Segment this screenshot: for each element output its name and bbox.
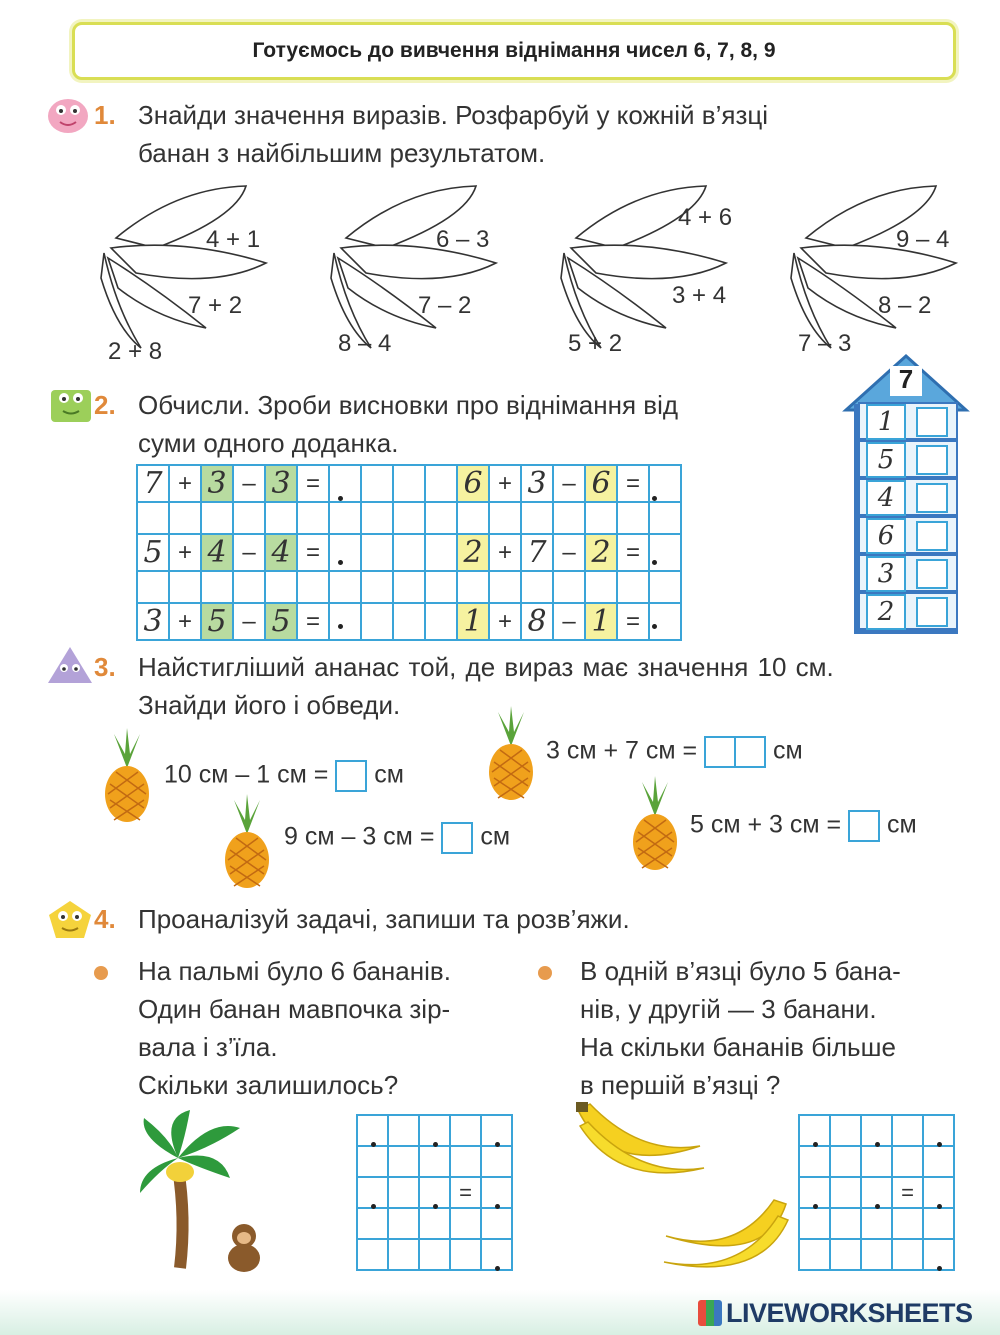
solution-grid-2[interactable] [798, 1114, 955, 1271]
grid-cell: 7 [521, 534, 553, 571]
bullet-icon [538, 966, 552, 980]
task4-line: Проаналізуй задачі, запиши та розв’яжи. [138, 904, 630, 934]
grid-cell[interactable] [481, 1208, 512, 1239]
grid-cell: + [169, 603, 201, 640]
grid-cell [329, 571, 361, 603]
grid-cell[interactable] [830, 1239, 861, 1270]
pineapple-icon[interactable] [484, 706, 538, 802]
grid-cell: 6 [457, 465, 489, 502]
expr-3-1: 4 + 6 [678, 204, 733, 231]
purple-triangle-smiley-icon [46, 644, 94, 686]
house-digit: 2 [866, 594, 906, 630]
grid-cell [425, 603, 457, 640]
house-digit: 6 [866, 518, 906, 554]
title-box [72, 22, 956, 80]
task1-line1: Знайди значення виразів. Розфарбуй у кожній в’язці [138, 100, 769, 130]
grid-cell: 3 [137, 603, 169, 640]
problem-1-line: На пальмі було 6 бананів. [138, 956, 451, 986]
answer-cell[interactable] [649, 603, 681, 640]
expr-2-3: 8 – 4 [338, 330, 392, 357]
watermark: LIVEWORKSHEETS [726, 1298, 973, 1328]
grid-cell [233, 571, 265, 603]
grid-cell [201, 502, 233, 534]
expr-unit: см [773, 736, 803, 765]
task3-number: 3. [94, 652, 116, 682]
grid-cell[interactable] [830, 1146, 861, 1177]
table-row [357, 1239, 512, 1270]
grid-cell [393, 534, 425, 571]
grid-dot [813, 1204, 818, 1209]
grid-cell[interactable] [799, 1208, 830, 1239]
grid-cell [169, 502, 201, 534]
grid-dot [433, 1204, 438, 1209]
house-row [858, 516, 958, 554]
task2-grid [136, 464, 682, 641]
expr-4-1: 9 – 4 [896, 226, 950, 253]
liveworksheets-logo-icon [698, 1300, 722, 1326]
answer-box[interactable] [734, 736, 766, 768]
answer-cell[interactable] [329, 603, 361, 640]
grid-cell[interactable] [923, 1208, 954, 1239]
table-row [799, 1146, 954, 1177]
grid-cell: – [553, 465, 585, 502]
grid-cell[interactable] [799, 1146, 830, 1177]
task3-expr-1 [164, 760, 404, 792]
answer-cell[interactable] [649, 534, 681, 571]
grid-cell [297, 571, 329, 603]
pink-smiley-icon [46, 94, 92, 134]
grid-cell [553, 502, 585, 534]
grid-cell[interactable] [892, 1208, 923, 1239]
grid-cell [553, 571, 585, 603]
grid-cell [137, 502, 169, 534]
task3-expr-4 [690, 810, 917, 842]
grid-cell: = [617, 534, 649, 571]
answer-cell[interactable] [329, 465, 361, 502]
expr-unit: см [374, 760, 404, 789]
house-answer-box[interactable] [916, 483, 948, 513]
answer-box[interactable] [848, 810, 880, 842]
task1-line2: банан з найбільшим результатом. [138, 138, 546, 168]
bullet-icon [94, 966, 108, 980]
grid-cell: 7 [137, 465, 169, 502]
grid-dot [338, 624, 343, 629]
yellow-pentagon-smiley-icon [46, 898, 94, 940]
grid-cell[interactable] [481, 1146, 512, 1177]
grid-cell[interactable] [388, 1208, 419, 1239]
problem-2 [580, 952, 901, 1104]
grid-cell[interactable] [450, 1208, 481, 1239]
task2-number: 2. [94, 390, 116, 420]
grid-cell[interactable] [388, 1146, 419, 1177]
banana-icon [656, 1196, 796, 1286]
house-digit: 3 [866, 556, 906, 592]
grid-cell: + [169, 465, 201, 502]
table-row [137, 502, 681, 534]
grid-cell: 4 [201, 534, 233, 571]
grid-cell: + [489, 534, 521, 571]
grid-cell: = [450, 1177, 481, 1208]
grid-dot [652, 560, 657, 565]
house-answer-box[interactable] [916, 559, 948, 589]
banana-bunch-4[interactable] [786, 178, 976, 368]
house-row [858, 554, 958, 592]
grid-cell [233, 502, 265, 534]
answer-cell[interactable] [329, 534, 361, 571]
expr-2-1: 6 – 3 [436, 226, 490, 253]
pineapple-icon[interactable] [220, 794, 274, 890]
grid-cell[interactable] [892, 1239, 923, 1270]
grid-cell [393, 603, 425, 640]
task1-number: 1. [94, 100, 116, 130]
answer-box[interactable] [441, 822, 473, 854]
table-row [137, 534, 681, 571]
task4-number: 4. [94, 904, 116, 934]
grid-dot [937, 1142, 942, 1147]
grid-dot [338, 496, 343, 501]
task3-line1: Найстигліший ананас той, де вираз має значення 10 см. [138, 652, 834, 682]
grid-cell [265, 571, 297, 603]
banana-bunch-3[interactable] [556, 178, 746, 368]
grid-dot [371, 1142, 376, 1147]
grid-cell: = [297, 465, 329, 502]
grid-cell [425, 502, 457, 534]
grid-cell: = [617, 603, 649, 640]
problem-2-line: в першій в’язці ? [580, 1070, 781, 1100]
grid-cell: + [489, 603, 521, 640]
grid-dot [338, 560, 343, 565]
banana-bunch-2[interactable] [326, 178, 516, 368]
grid-cell [649, 571, 681, 603]
grid-cell [393, 465, 425, 502]
grid-cell[interactable] [830, 1115, 861, 1146]
grid-cell [137, 571, 169, 603]
grid-dot [937, 1266, 942, 1271]
grid-cell [297, 502, 329, 534]
house-digit: 5 [866, 442, 906, 478]
grid-dot [875, 1204, 880, 1209]
grid-cell: 2 [585, 534, 617, 571]
problem-1-line: Скільки залишилось? [138, 1070, 399, 1100]
grid-cell[interactable] [388, 1177, 419, 1208]
grid-cell[interactable] [830, 1177, 861, 1208]
grid-cell [457, 502, 489, 534]
grid-cell [649, 502, 681, 534]
grid-cell [425, 571, 457, 603]
grid-cell: 1 [457, 603, 489, 640]
grid-cell[interactable] [357, 1208, 388, 1239]
grid-cell [393, 502, 425, 534]
grid-cell: – [233, 603, 265, 640]
grid-cell [585, 571, 617, 603]
grid-cell: 5 [201, 603, 233, 640]
grid-cell[interactable] [357, 1239, 388, 1270]
grid-cell: 5 [137, 534, 169, 571]
task2-line2: суми одного доданка. [138, 428, 399, 458]
expr-3-2: 3 + 4 [672, 282, 727, 309]
house-digit: 1 [866, 404, 906, 440]
grid-cell[interactable] [892, 1115, 923, 1146]
house-row [858, 440, 958, 478]
grid-cell: = [297, 603, 329, 640]
grid-cell[interactable] [419, 1208, 450, 1239]
grid-cell: = [617, 465, 649, 502]
grid-cell[interactable] [923, 1146, 954, 1177]
answer-cell[interactable] [361, 534, 393, 571]
expr-left: 9 см – 3 см = [284, 822, 435, 851]
grid-cell: 1 [585, 603, 617, 640]
grid-dot [937, 1204, 942, 1209]
grid-dot [495, 1142, 500, 1147]
expr-unit: см [887, 810, 917, 839]
grid-cell [329, 502, 361, 534]
banana-icon [570, 1096, 710, 1186]
grid-cell: – [233, 465, 265, 502]
grid-cell: 3 [265, 465, 297, 502]
grid-dot [813, 1142, 818, 1147]
grid-cell [425, 465, 457, 502]
grid-cell[interactable] [861, 1146, 892, 1177]
pineapple-icon[interactable] [628, 776, 682, 872]
grid-cell[interactable] [388, 1115, 419, 1146]
table-row [799, 1239, 954, 1270]
grid-dot [371, 1204, 376, 1209]
grid-cell[interactable] [450, 1146, 481, 1177]
grid-cell [489, 502, 521, 534]
table-row [799, 1208, 954, 1239]
task3-line2: Знайди його і обведи. [138, 690, 401, 720]
expr-left: 3 см + 7 см = [546, 736, 698, 765]
grid-cell[interactable] [450, 1239, 481, 1270]
task2-line1: Обчисли. Зроби висновки про віднімання від [138, 390, 679, 420]
grid-cell [265, 502, 297, 534]
house-digit: 4 [866, 480, 906, 516]
problem-2-line: На скільки бананів більше [580, 1032, 896, 1062]
expr-left: 5 см + 3 см = [690, 810, 842, 839]
table-row [357, 1146, 512, 1177]
solution-grid-1[interactable] [356, 1114, 513, 1271]
grid-cell[interactable] [357, 1146, 388, 1177]
table-row [137, 571, 681, 603]
grid-cell: 6 [585, 465, 617, 502]
grid-cell[interactable] [861, 1208, 892, 1239]
grid-cell[interactable] [799, 1239, 830, 1270]
expr-unit: см [480, 822, 511, 851]
problem-2-line: В одній в’язці було 5 бана- [580, 956, 901, 986]
banana-bunch-1[interactable] [96, 178, 286, 368]
expr-2-2: 7 – 2 [418, 292, 472, 319]
house-answer-box[interactable] [916, 445, 948, 475]
house-roof-number: 7 [898, 364, 914, 394]
expr-3-3: 5 + 2 [568, 330, 623, 357]
expr-1-1: 4 + 1 [206, 226, 261, 253]
grid-cell [361, 571, 393, 603]
grid-cell [489, 571, 521, 603]
grid-cell: = [297, 534, 329, 571]
palm-tree-icon [140, 1108, 280, 1278]
grid-dot [495, 1204, 500, 1209]
grid-cell[interactable] [450, 1115, 481, 1146]
grid-cell [521, 571, 553, 603]
pineapple-icon[interactable] [100, 728, 154, 824]
table-row [137, 603, 681, 640]
house-answer-box[interactable] [916, 407, 948, 437]
grid-cell[interactable] [830, 1208, 861, 1239]
problem-1 [138, 952, 451, 1104]
problem-1-line: Один банан мавпочка зір- [138, 994, 451, 1024]
grid-cell [617, 571, 649, 603]
grid-cell: = [892, 1177, 923, 1208]
grid-cell: – [553, 534, 585, 571]
grid-cell: – [233, 534, 265, 571]
table-row [357, 1208, 512, 1239]
grid-dot [495, 1266, 500, 1271]
answer-cell[interactable] [361, 465, 393, 502]
grid-cell: – [553, 603, 585, 640]
grid-cell [521, 502, 553, 534]
expr-4-3: 7 – 3 [798, 330, 852, 357]
task3-expr-3 [284, 822, 510, 854]
grid-cell [617, 502, 649, 534]
grid-cell: 8 [521, 603, 553, 640]
grid-cell [169, 571, 201, 603]
answer-box[interactable] [704, 736, 736, 768]
problem-2-line: нів, у другій — 3 банани. [580, 994, 877, 1024]
grid-cell[interactable] [419, 1146, 450, 1177]
house-answer-box[interactable] [916, 597, 948, 627]
grid-cell[interactable] [892, 1146, 923, 1177]
expr-1-3: 2 + 8 [108, 338, 163, 365]
grid-cell: 5 [265, 603, 297, 640]
answer-box[interactable] [335, 760, 367, 792]
expr-4-2: 8 – 2 [878, 292, 932, 319]
grid-cell: 2 [457, 534, 489, 571]
grid-dot [875, 1142, 880, 1147]
house-row [858, 402, 958, 440]
grid-cell: 3 [201, 465, 233, 502]
house-row [858, 592, 958, 630]
grid-cell: 4 [265, 534, 297, 571]
grid-cell [361, 502, 393, 534]
grid-cell[interactable] [861, 1239, 892, 1270]
grid-cell [585, 502, 617, 534]
grid-cell: 3 [521, 465, 553, 502]
grid-cell[interactable] [388, 1239, 419, 1270]
grid-dot [652, 624, 657, 629]
table-row [137, 465, 681, 502]
problem-1-line: вала і з’їла. [138, 1032, 278, 1062]
grid-cell: + [169, 534, 201, 571]
house-answer-box[interactable] [916, 521, 948, 551]
house-row [858, 478, 958, 516]
task3-expr-2 [546, 736, 803, 768]
grid-cell [201, 571, 233, 603]
grid-dot [652, 496, 657, 501]
expr-left: 10 см – 1 см = [164, 760, 329, 789]
expr-1-2: 7 + 2 [188, 292, 243, 319]
grid-cell: + [489, 465, 521, 502]
page-title: Готуємось до вивчення віднімання чисел 6, 7, 8, 9 [252, 39, 776, 62]
green-square-smiley-icon [48, 384, 94, 424]
grid-cell [425, 534, 457, 571]
grid-cell[interactable] [419, 1239, 450, 1270]
grid-cell [457, 571, 489, 603]
grid-dot [433, 1142, 438, 1147]
answer-cell[interactable] [361, 603, 393, 640]
grid-cell [393, 571, 425, 603]
